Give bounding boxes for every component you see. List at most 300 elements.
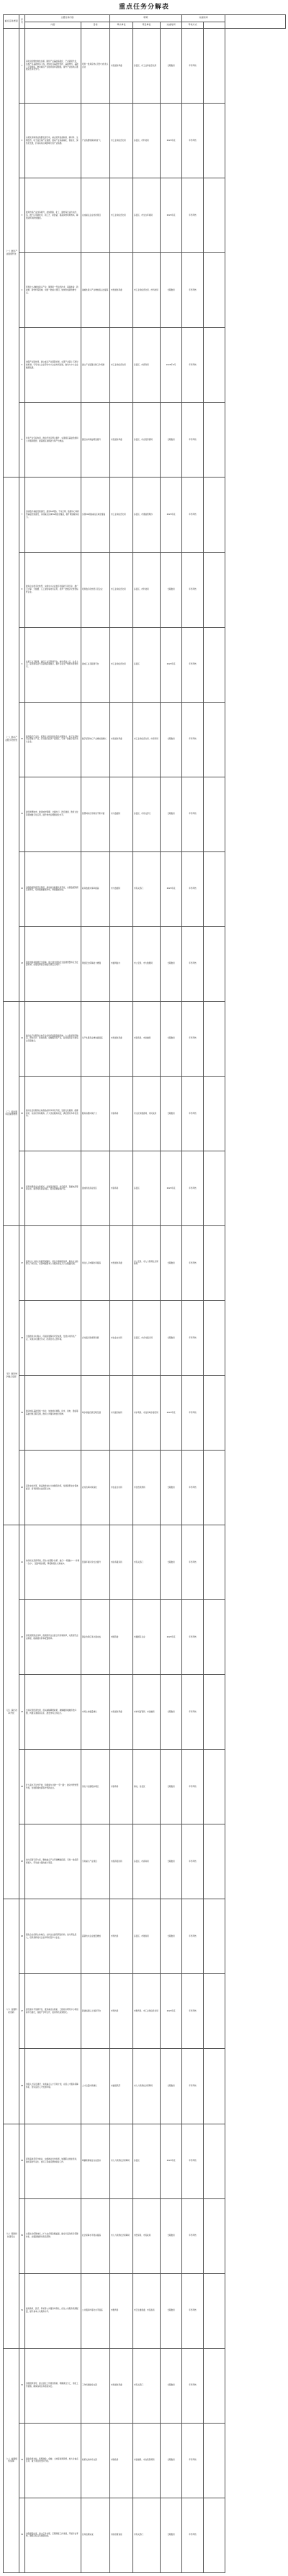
time-cell: 长期推进 xyxy=(161,1076,182,1151)
seq-cell: 15 xyxy=(19,1076,25,1151)
content-cell: 推进以人为核心的新型城镇化，深化户籍制度改革，推动农业转移人口市民化，完善城镇基本公共服务常住人口全覆盖机制。 xyxy=(25,1225,81,1300)
empty-cell xyxy=(204,328,225,403)
lead-cell: 市工业和信息化局 xyxy=(110,627,133,702)
time-cell: 长期推进 xyxy=(161,1225,182,1300)
goal-cell: 常住人口城镇化率提高 xyxy=(81,1225,110,1300)
coop-cell: 市自然资源局 xyxy=(133,1451,161,1525)
goal-cell: 任务按期完成 xyxy=(81,2498,110,2572)
coop-cell: 各县区、市工业和信息化局 xyxy=(133,29,161,104)
goal-cell: 建成工业互联网平台 xyxy=(81,627,110,702)
empty-cell xyxy=(204,552,225,627)
table-row xyxy=(4,1899,286,1974)
table-row xyxy=(4,1076,286,1151)
empty-cell xyxy=(204,2124,225,2198)
coop-cell: 市教育局、市工业和信息化局 xyxy=(133,1974,161,2049)
table-row xyxy=(4,1824,286,1899)
lead-cell: 市发展改革委 xyxy=(110,1675,133,1750)
coop-cell: 市医保局、市民政局 xyxy=(133,2198,161,2273)
content-cell: 推进企业数字化转型，实施中小企业数字化赋能专项行动，推广云计算、大数据、人工智能等技术应用，培育一批数字化转型标杆企业。 xyxy=(25,552,81,627)
empty-cell xyxy=(204,478,225,552)
goal-cell: 国企改革任务全面完成 xyxy=(81,1600,110,1675)
remark-cell: 年终考核 xyxy=(182,478,204,552)
time-cell: 2025年底 xyxy=(161,178,182,253)
content-cell: 推动城乡基础设施一体化，加快城乡道路、供水、供电、通信等基础设施互联互通，推动公共服务向农村延伸。 xyxy=(25,1376,81,1451)
remark-cell: 年终考核 xyxy=(182,627,204,702)
remark-cell: 年终考核 xyxy=(182,1001,204,1076)
time-cell: 2025年底 xyxy=(161,851,182,926)
remark-cell: 年终考核 xyxy=(182,104,204,178)
table-row xyxy=(4,1600,286,1675)
remark-cell: 年终考核 xyxy=(182,2348,204,2423)
content-cell: 持续优化营商环境，深化“放管服”改革，推行“一网通办”“一件事一次办”，压缩审批时限，降低制度性交易成本。 xyxy=(25,1525,81,1600)
header-time: 完成时间 xyxy=(161,22,182,29)
content-cell: 加强组织领导，建立健全工作推进机制，明确责任分工，细化工作措施，确保各项任务落到实处。 xyxy=(25,2348,81,2423)
empty-cell xyxy=(204,1001,225,1076)
time-cell: 长期推进 xyxy=(161,552,182,627)
seq-cell: 4 xyxy=(19,253,25,328)
seq-cell: 21 xyxy=(19,1525,25,1600)
content-cell: 深化农村改革，稳妥推进农村土地制度改革，发展新型农村集体经济，培育新型农业经营主体。 xyxy=(25,1451,81,1525)
goal-cell: 建成特色商业街区 xyxy=(81,1151,110,1225)
remark-cell: 年终考核 xyxy=(182,702,204,777)
time-cell: 2025年底 xyxy=(161,104,182,178)
table-row xyxy=(4,29,286,104)
time-cell: 2025年底 xyxy=(161,1151,182,1225)
coop-cell: 各县区 xyxy=(133,1151,161,1225)
lead-cell: 市发展改革委 xyxy=(110,702,133,777)
seq-cell: 34 xyxy=(19,2498,25,2572)
lead-cell: 市大数据局 xyxy=(110,777,133,851)
lead-cell: 市农业农村局 xyxy=(110,1451,133,1525)
goal-cell: 服务消费持续扩大 xyxy=(81,1076,110,1151)
empty-cell xyxy=(204,926,225,1001)
table-row xyxy=(4,1675,286,1750)
content-cell: 推进数字产业化，培育壮大软件和信息技术服务业、电子信息制造业等数字产业，打造数字经济产业园区，引进一批数字经济龙头企业。 xyxy=(25,702,81,777)
time-cell: 长期推进 xyxy=(161,1899,182,1974)
coop-cell: 市有关部门 xyxy=(133,1525,161,1600)
content-cell: 促进高质量充分就业，实施就业优先政策，加强职业技能培训，做好高校毕业生、农民工等重点群体就业工作。 xyxy=(25,2124,81,2198)
lead-cell: 市科技局 xyxy=(110,1974,133,2049)
header-content: 内容 xyxy=(25,22,81,29)
goal-cell: 政务数据共享率提高 xyxy=(81,851,110,926)
goal-cell: 实现5G网络重点区域全覆盖 xyxy=(81,478,110,552)
content-cell: 建设智慧城市，推进城市管理、交通出行、医疗健康、教育文化等领域数字化应用，提升城市治理智能化水平。 xyxy=(25,777,81,851)
seq-cell: 23 xyxy=(19,1675,25,1750)
lead-cell: 市国资委 xyxy=(110,1600,133,1675)
empty-cell xyxy=(204,627,225,702)
time-cell: 长期推进 xyxy=(161,2049,182,2124)
coop-cell: 市有关部门 xyxy=(133,2498,161,2572)
coop-cell: 各县区、市商务局 xyxy=(133,1824,161,1899)
coop-cell: 市人力资源社会保障局 xyxy=(133,2049,161,2124)
seq-cell: 25 xyxy=(19,1824,25,1899)
table-body xyxy=(4,29,286,2573)
goal-cell: 农村改革持续深化 xyxy=(81,1451,110,1525)
content-cell: 强化政策支持，统筹财政、金融、土地等政策资源，加大对重点任务、重大项目的支持力度。 xyxy=(25,2423,81,2498)
content-cell: 深化供给侧结构性改革，围绕产业基础高级化、产业链现代化，实施产业基础再造工程，加快补齐基础零部件、基础材料、基础工艺等短板，推动重点产业链延链补链强链，提升产业链供应链稳定性和竞争力。 xyxy=(25,29,81,104)
empty-cell xyxy=(204,253,225,328)
lead-cell: 市农业农村局 xyxy=(110,1300,133,1375)
category-cell: （八）加强组织保障 xyxy=(4,2348,19,2572)
content-cell: 深化国资国企改革，推进国有企业混合所有制改革，完善现代企业制度，提高国有资本配置效率。 xyxy=(25,1600,81,1675)
seq-cell: 9 xyxy=(19,627,25,702)
goal-cell: 产业集群规模持续扩大 xyxy=(81,104,110,178)
lead-cell: 市发展改革委 xyxy=(110,1001,133,1076)
header-cat: 重点任务类别 xyxy=(4,15,19,29)
goal-cell: 人才总量持续增长 xyxy=(81,2049,110,2124)
lead-cell: 市政务服务局 xyxy=(110,1525,133,1600)
remark-cell: 年终考核 xyxy=(182,1675,204,1750)
coop-cell: 各县区、市生态环境局 xyxy=(133,178,161,253)
time-cell: 2025年6月 xyxy=(161,328,182,403)
content-cell: 扩大高水平对外开放，积极参与共建“一带一路”，推动外贸转型升级，发展跨境电商等外贸新业态。 xyxy=(25,1750,81,1824)
table-row xyxy=(4,1225,286,1300)
lead-cell: 市发展改革委 xyxy=(110,29,133,104)
goal-cell: 引进重大产业项目 xyxy=(81,1824,110,1899)
remark-cell: 年终考核 xyxy=(182,328,204,403)
header-remark: 考核方式 xyxy=(182,22,204,29)
seq-cell: 20 xyxy=(19,1451,25,1525)
seq-cell: 19 xyxy=(19,1376,25,1451)
goal-cell: 社会保障水平稳步提高 xyxy=(81,2198,110,2273)
coop-cell: 市卫生健康委、市民政局 xyxy=(133,2273,161,2348)
goal-cell: 培育数字化转型示范企业 xyxy=(81,552,110,627)
content-cell: 培育消费新业态新模式，发展夜间经济、首店经济、直播电商等新业态，建设特色商业街区，促进消费提质扩容。 xyxy=(25,1151,81,1225)
goal-cell: 智慧城市应用场景不断丰富 xyxy=(81,777,110,851)
remark-cell: 年终考核 xyxy=(182,1376,204,1451)
table-row xyxy=(4,1974,286,2049)
coop-cell: 市金融局、市自然资源局 xyxy=(133,2423,161,2498)
seq-cell: 10 xyxy=(19,702,25,777)
table-row xyxy=(4,1376,286,1451)
lead-cell: 市交通运输局 xyxy=(110,1376,133,1451)
table-row xyxy=(4,1001,286,1076)
remark-cell: 年终考核 xyxy=(182,1824,204,1899)
seq-cell: 12 xyxy=(19,851,25,926)
header-goal: 目标 xyxy=(81,22,110,29)
time-cell: 长期推进 xyxy=(161,1750,182,1824)
table-row xyxy=(4,2348,286,2423)
category-cell: （二）推动产业数字化转型 xyxy=(4,478,19,1001)
time-cell: 2025年底 xyxy=(161,1600,182,1675)
goal-cell: 政策支持体系完善 xyxy=(81,2423,110,2498)
seq-cell: 22 xyxy=(19,1600,25,1675)
remark-cell: 年终考核 xyxy=(182,2124,204,2198)
content-cell: 加强督促检查，建立任务台账，定期调度工作进展，开展评估考核，确保目标任务按期完成。 xyxy=(25,2498,81,2572)
empty-cell xyxy=(204,1225,225,1300)
seq-cell: 13 xyxy=(19,926,25,1001)
coop-cell: 各县区、市通信管理办 xyxy=(133,478,161,552)
coop-cell: 市工业和信息化局、市科技局 xyxy=(133,253,161,328)
coop-cell: 市公安局、市人力资源社会保障局 xyxy=(133,1225,161,1300)
content-cell: 推动生活性服务业向高品质和多样化升级，发展文化旅游、健康养老、家政托育等服务，扩大优质服务供给，满足群众多样化需求。 xyxy=(25,1076,81,1151)
coop-cell: 市有关部门 xyxy=(133,2348,161,2423)
seq-cell: 2 xyxy=(19,104,25,178)
coop-cell: 各县区、市科技局 xyxy=(133,552,161,627)
seq-cell: 30 xyxy=(19,2198,25,2273)
content-cell: 加强产业链协同，建立重点产业链链长制，完善产业链上下游对接机制，引导龙头企业带动中小企业协同发展，推动大中小企业融通发展。 xyxy=(25,328,81,403)
remark-cell: 年终考核 xyxy=(182,777,204,851)
header-row xyxy=(4,15,286,22)
remark-cell: 年终考核 xyxy=(182,1225,204,1300)
goal-cell: 培育一批具有核心竞争力的龙头企业 xyxy=(81,29,110,104)
lead-cell: 市大数据局 xyxy=(110,851,133,926)
coop-cell: 市属国有企业 xyxy=(133,1600,161,1675)
table-row xyxy=(4,478,286,552)
remark-cell: 年终考核 xyxy=(182,2049,204,2124)
remark-cell: 年终考核 xyxy=(182,1974,204,2049)
goal-cell: 进出口总额稳步增长 xyxy=(81,1750,110,1824)
time-cell: 长期推进 xyxy=(161,1525,182,1600)
seq-cell: 16 xyxy=(19,1151,25,1225)
content-cell: 支持民营经济发展，落实减税降费政策，破解融资难融资贵问题，构建亲清政商关系，激发市场主体活力。 xyxy=(25,1675,81,1750)
coop-cell: 各县区、市商务局 xyxy=(133,328,161,403)
seq-cell: 1 xyxy=(19,29,25,104)
empty-cell xyxy=(204,1525,225,1600)
time-cell: 长期推进 xyxy=(161,2198,182,2273)
table-row xyxy=(4,253,286,328)
remark-cell: 年终考核 xyxy=(182,253,204,328)
time-cell: 长期推进 xyxy=(161,29,182,104)
empty-cell xyxy=(204,2498,225,2572)
coop-cell: 市工业和信息化局、市商务局 xyxy=(133,702,161,777)
header-seq: 序号 xyxy=(19,15,25,29)
remark-cell: 年终考核 xyxy=(182,2198,204,2273)
table-row xyxy=(4,2498,286,2572)
seq-cell: 28 xyxy=(19,2049,25,2124)
table-row xyxy=(4,104,286,178)
goal-cell: 乡村振兴取得新进展 xyxy=(81,1300,110,1375)
table-row xyxy=(4,1300,286,1375)
header-task: 主要任务内容 xyxy=(25,15,110,22)
time-cell: 长期推进 xyxy=(161,1300,182,1375)
empty-cell xyxy=(204,777,225,851)
lead-cell: 市工业和信息化局 xyxy=(110,478,133,552)
goal-cell: 完成重点企业技改项目 xyxy=(81,178,110,253)
seq-cell: 26 xyxy=(19,1899,25,1974)
coop-cell: 市水利局、市住房城乡建设局 xyxy=(133,1376,161,1451)
remark-cell: 年终考核 xyxy=(182,1525,204,1600)
table-row xyxy=(4,1750,286,1824)
goal-cell: 市场主体数量增长 xyxy=(81,1675,110,1750)
remark-cell: 年终考核 xyxy=(182,403,204,478)
empty-cell xyxy=(204,2423,225,2498)
table-row xyxy=(4,552,286,627)
remark-cell: 年终考核 xyxy=(182,851,204,926)
content-cell: 实施先进制造业集群发展行动，重点培育装备制造、新材料、生物医药、电子信息等产业集群，推动产业向高端化、智能化、绿色化发展，打造具有区域影响力的产业集群。 xyxy=(25,104,81,178)
coop-cell: 各县区、市有关部门 xyxy=(133,777,161,851)
empty-cell xyxy=(204,29,225,104)
goal-cell: 城乡基础设施互联互通 xyxy=(81,1376,110,1451)
table-row xyxy=(4,777,286,851)
goal-cell: 城镇新增就业完成目标 xyxy=(81,2124,110,2198)
table-row xyxy=(4,702,286,777)
empty-cell xyxy=(204,1076,225,1151)
seq-cell: 6 xyxy=(19,403,25,478)
empty-cell xyxy=(204,403,225,478)
category-cell: （五）深化改革开放 xyxy=(4,1525,19,1899)
empty-cell xyxy=(204,1899,225,1974)
empty-cell xyxy=(204,178,225,253)
lead-cell: 市委网信办 xyxy=(110,926,133,1001)
seq-cell: 17 xyxy=(19,1225,25,1300)
empty-cell xyxy=(204,702,225,777)
lead-cell: 市发展改革委 xyxy=(110,253,133,328)
content-cell: 强化企业创新主体地位，支持企业建设研发机构，加大研发投入，培育高新技术企业和科技型中小企业。 xyxy=(25,1899,81,1974)
empty-cell xyxy=(204,1376,225,1451)
goal-cell: 网络安全保障能力增强 xyxy=(81,926,110,1001)
content-cell: 推动生产性服务业向专业化和价值链高端延伸，大力发展现代物流、研发设计、检验检测、金融服务等产业，促进服务业与制造业深度融合。 xyxy=(25,1001,81,1076)
time-cell: 2025年底 xyxy=(161,1974,182,2049)
lead-cell: 市工业和信息化局 xyxy=(110,328,133,403)
time-cell: 长期推进 xyxy=(161,403,182,478)
content-cell: 加强数据资源开发利用，推动政务数据共享开放，完善数据资源目录体系，培育数据要素市场，释放数据价值。 xyxy=(25,851,81,926)
seq-cell: 33 xyxy=(19,2423,25,2498)
seq-cell: 7 xyxy=(19,478,25,552)
content-cell: 加大招商引资力度，聚焦重点产业开展精准招商，引进一批投资规模大、带动能力强的重大项目。 xyxy=(25,1824,81,1899)
remark-cell: 年终考核 xyxy=(182,1750,204,1824)
empty-cell xyxy=(204,2198,225,2273)
table-row xyxy=(4,926,286,1001)
remark-cell: 年终考核 xyxy=(182,1151,204,1225)
table-row xyxy=(4,1451,286,1525)
coop-cell: 海关、各县区 xyxy=(133,1750,161,1824)
goal-cell: 战略性新兴产业增加值占比提高 xyxy=(81,253,110,328)
table-row xyxy=(4,2198,286,2273)
document-title: 重点任务分解表 xyxy=(118,4,169,11)
time-cell: 2025年底 xyxy=(161,1376,182,1451)
lead-cell: 市政府督查室 xyxy=(110,2498,133,2572)
empty-cell xyxy=(204,1151,225,1225)
empty-cell xyxy=(204,851,225,926)
empty-cell xyxy=(204,1974,225,2049)
empty-cell xyxy=(204,1451,225,1525)
goal-cell: 数字经济核心产业增加值增长 xyxy=(81,702,110,777)
coop-cell: 各县区、市财政局 xyxy=(133,1899,161,1974)
lead-cell: 市发展改革委 xyxy=(110,2348,133,2423)
remark-cell: 年终考核 xyxy=(182,1076,204,1151)
coop-cell: 各县区 xyxy=(133,627,161,702)
lead-cell: 市发展改革委 xyxy=(110,1225,133,1300)
lead-cell: 市人力资源社会保障局 xyxy=(110,2198,133,2273)
task-table xyxy=(3,14,286,2573)
remark-cell: 年终考核 xyxy=(182,1600,204,1675)
time-cell: 长期推进 xyxy=(161,702,182,777)
content-cell: 推进教育、医疗、养老等公共服务均等化，优化公共服务资源配置，提升基本公共服务水平。 xyxy=(25,2273,81,2348)
table-row xyxy=(4,1151,286,1225)
remark-cell: 年终考核 xyxy=(182,926,204,1001)
category-cell: （一）推进产业链现代化 xyxy=(4,29,19,478)
time-cell: 长期推进 xyxy=(161,1001,182,1076)
remark-cell: 年终考核 xyxy=(182,1300,204,1375)
lead-cell: 市科技局 xyxy=(110,1899,133,1974)
lead-cell: 市商务局 xyxy=(110,1151,133,1225)
goal-cell: 生产性服务业增加值提高 xyxy=(81,1001,110,1076)
content-cell: 加快数字基础设施建设，推进5G网络、千兆光网、数据中心等新型基础设施建设，实现重点区域5G网络全覆盖，提升网络服务能力。 xyxy=(25,478,81,552)
time-cell: 2025年底 xyxy=(161,478,182,552)
time-cell: 长期推进 xyxy=(161,777,182,851)
content-cell: 建设高水平创新平台，推进重点实验室、工程技术研究中心等创新平台建设，加强产学研合作，促进科技成果转化。 xyxy=(25,1974,81,2049)
content-cell: 完善社会保障体系，扩大社会保险覆盖面，健全多层次医疗保障体系，加强困难群众兜底保障。 xyxy=(25,2198,81,2273)
remark-cell: 年终考核 xyxy=(182,1451,204,1525)
category-cell: （六）加强科技创新 xyxy=(4,1899,19,2124)
empty-cell xyxy=(204,104,225,178)
time-cell: 长期推进 xyxy=(161,1451,182,1525)
remark-cell: 年终考核 xyxy=(182,2423,204,2498)
table-row xyxy=(4,2124,286,2198)
seq-cell: 27 xyxy=(19,1974,25,2049)
category-cell: （四）推进城乡融合发展 xyxy=(4,1225,19,1525)
header-coop: 责任单位 xyxy=(133,22,161,29)
document-page xyxy=(3,0,285,2573)
lead-cell: 市人力资源社会保障局 xyxy=(110,2124,133,2198)
lead-cell: 市商务局 xyxy=(110,1076,133,1151)
remark-cell: 年终考核 xyxy=(182,2498,204,2572)
seq-cell: 29 xyxy=(19,2124,25,2198)
table-row xyxy=(4,328,286,403)
coop-cell: 市公安局、市大数据局 xyxy=(133,926,161,1001)
coop-cell: 各县区、市自然资源局 xyxy=(133,403,161,478)
time-cell: 长期推进 xyxy=(161,926,182,1001)
empty-cell xyxy=(204,2273,225,2348)
lead-cell: 市委组织部 xyxy=(110,2049,133,2124)
coop-cell: 市市场监管局、市金融局 xyxy=(133,1675,161,1750)
coop-cell: 各县区、市科技局 xyxy=(133,104,161,178)
empty-cell xyxy=(204,1300,225,1375)
table-row xyxy=(4,1525,286,1600)
time-cell: 长期推进 xyxy=(161,2498,182,2572)
time-cell: 长期推进 xyxy=(161,253,182,328)
table-row xyxy=(4,403,286,478)
content-cell: 发展工业互联网，建设工业互联网平台，推动设备上云、业务上云，促进制造业与互联网深度融合，提升企业生产效率和管理水平。 xyxy=(25,627,81,702)
header-time-group: 完成时间 xyxy=(182,15,225,22)
goal-cell: 高新技术企业数量增加 xyxy=(81,1899,110,1974)
coop-cell: 市商务局、市金融局 xyxy=(133,1001,161,1076)
lead-cell: 市商务局 xyxy=(110,1750,133,1824)
seq-cell: 11 xyxy=(19,777,25,851)
time-cell: 长期推进 xyxy=(161,2273,182,2348)
content-cell: 推进传统产业改造提升，加快钢铁、化工、建材等行业技术改造，推广应用新技术、新工艺、新装备，提高资源利用效率，降低能耗和排放强度。 xyxy=(25,178,81,253)
remark-cell: 年终考核 xyxy=(182,552,204,627)
seq-cell: 24 xyxy=(19,1750,25,1824)
empty-cell xyxy=(204,2049,225,2124)
goal-cell: 工作机制健全完善 xyxy=(81,2348,110,2423)
header-duty: 职责 xyxy=(110,15,182,22)
coop-cell: 市有关部门 xyxy=(133,851,161,926)
remark-cell: 年终考核 xyxy=(182,178,204,253)
category-cell: （三）促进服务业提质增效 xyxy=(4,1001,19,1225)
content-cell: 加强人才队伍建设，实施重点人才引进计划，完善人才服务保障体系，营造良好人才发展环境。 xyxy=(25,2049,81,2124)
empty-cell xyxy=(204,1675,225,1750)
coop-cell: 各县区 xyxy=(133,2124,161,2198)
header-extra xyxy=(204,22,225,29)
time-cell: 2025年底 xyxy=(161,2124,182,2198)
empty-cell xyxy=(204,1824,225,1899)
header-lead: 牵头单位 xyxy=(110,22,133,29)
goal-cell: 营商环境评价位次提升 xyxy=(81,1525,110,1600)
lead-cell: 市发展改革委 xyxy=(110,403,133,478)
table-row xyxy=(4,178,286,253)
time-cell: 2025年底 xyxy=(161,627,182,702)
time-cell: 长期推进 xyxy=(161,2423,182,2498)
goal-cell: 园区亩均效益明显提升 xyxy=(81,403,110,478)
seq-cell: 3 xyxy=(19,178,25,253)
remark-cell: 年终考核 xyxy=(182,2273,204,2348)
table-row xyxy=(4,2423,286,2498)
seq-cell: 5 xyxy=(19,328,25,403)
header-blank xyxy=(225,15,286,29)
table-row xyxy=(4,851,286,926)
